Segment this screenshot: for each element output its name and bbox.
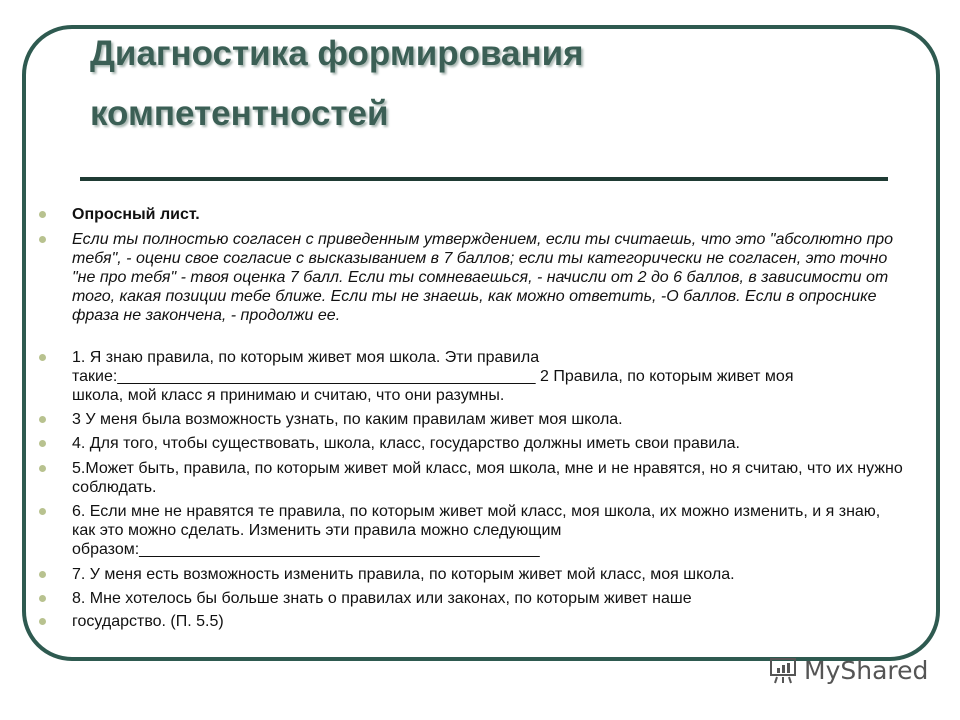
bullet-icon <box>39 211 46 218</box>
watermark-text: MyShared <box>804 655 929 685</box>
bullet-icon <box>39 595 46 602</box>
list-item <box>72 589 912 608</box>
bullet-icon <box>39 440 46 447</box>
list-item <box>72 348 842 405</box>
list-item <box>72 565 912 584</box>
item-text: 1. Я знаю правила, по которым живет моя школа. Эти правила такие:_______________________________________________ 2 Правила, по которым живет моя школа, мой класс я принимаю и считаю, что они разумны. <box>72 349 794 404</box>
item-text: 4. Для того, чтобы существовать, школа, класс, государство должны иметь свои правила. <box>72 435 740 452</box>
list-item <box>72 205 912 224</box>
list-item <box>72 459 912 497</box>
title-divider <box>80 177 888 181</box>
slide-title: Диагностика формирования компетентностей <box>90 34 584 133</box>
presentation-board-icon <box>768 655 798 685</box>
bullet-icon <box>39 354 46 361</box>
list-item <box>72 410 912 429</box>
item-text: 6. Если мне не нравятся те правила, по которым живет мой класс, моя школа, их можно изменить, и я знаю, как это можно сделать. Изменить эти правила можно следующим образом:_____________________________________________ <box>72 503 881 558</box>
item-text: Если ты полностью согласен с приведенным утверждением, если ты считаешь, что это "абсолютно про тебя", - оцени свое согласие с высказыванием в 7 баллов; если ты категорически не согласен, это точно "не про тебя" - твоя оценка 7 балл. Если ты сомневаешься, - начисли от 2 до 6 баллов, в зависимости от того, какая позиции тебе ближе. Если ты не знаешь, как можно ответить, -О баллов. Если в опроснике фраза не закончена, - продолжи ее. <box>72 231 894 324</box>
item-text: 8. Мне хотелось бы больше знать о правилах или законах, по которым живет наше <box>72 590 692 607</box>
item-text: 5.Может быть, правила, по которым живет мой класс, моя школа, мне и не нравятся, но я считаю, что их нужно соблюдать. <box>72 460 903 496</box>
bullet-icon <box>39 618 46 625</box>
list-item <box>72 230 902 325</box>
list-item <box>72 612 912 631</box>
bullet-icon <box>39 465 46 472</box>
item-text: 7. У меня есть возможность изменить правила, по которым живет мой класс, моя школа. <box>72 566 735 583</box>
item-text: государство. (П. 5.5) <box>72 613 224 630</box>
watermark <box>768 655 928 685</box>
bullet-icon <box>39 571 46 578</box>
list-item <box>72 434 912 453</box>
item-text: 3 У меня была возможность узнать, по каким правилам живет моя школа. <box>72 411 623 428</box>
list-item <box>72 502 892 559</box>
bullet-icon <box>39 508 46 515</box>
item-text: Опросный лист. <box>72 206 200 223</box>
bullet-icon <box>39 236 46 243</box>
bullet-icon <box>39 416 46 423</box>
